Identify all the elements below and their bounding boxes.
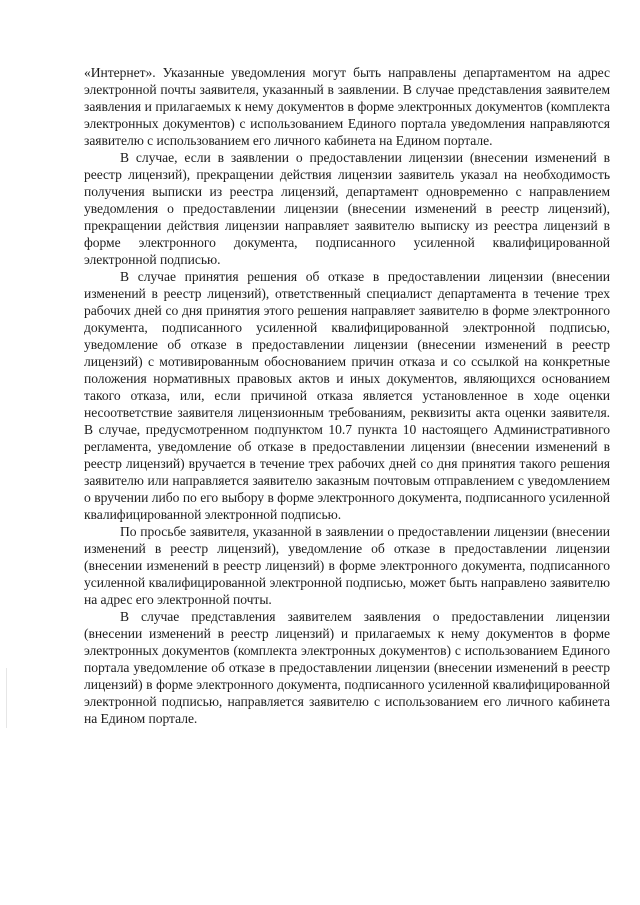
- paragraph-3: В случае принятия решения об отказе в предоставлении лицензии (внесении изменений в реестр лицензий), ответственный специалист департамента в течение трех рабочих дней со дня принятия этого решения направляет заявителю в форме электронного документа, подписанного усиленной квалифицированной электронной подписью, уведомление об отказе в предоставлении лицензии (внесении изменений в реестр лицензий) с мотивированным обоснованием причин отказа и со ссылкой на конкретные положения нормативных правовых актов и иных документов, являющихся основанием такого отказа, или, если причиной отказа является установленное в ходе оценки несоответствие заявителя лицензионным требованиям, реквизиты акта оценки заявителя. В случае, предусмотренном подпунктом 10.7 пункта 10 настоящего Административного регламента, уведомление об отказе в предоставлении лицензии (внесении изменений в реестр лицензий) вручается в течение трех рабочих дней со дня принятия такого решения заявителю или направляется заявителю заказным почтовым отправлением с уведомлением о вручении либо по его выбору в форме электронного документа, подписанного усиленной квалифицированной электронной подписью.: [84, 269, 610, 522]
- document-body: [84, 64, 610, 727]
- paragraph-5: В случае представления заявителем заявления о предоставлении лицензии (внесении изменений в реестр лицензий) и прилагаемых к нему документов в форме электронных документов (комплекта электронных документов) с использованием Единого портала уведомление об отказе в предоставлении лицензии (внесении изменений в реестр лицензий) в форме электронного документа, подписанного усиленной квалифицированной электронной подписью, направляется заявителю с использованием его личного кабинета на Едином портале.: [84, 609, 610, 726]
- paragraph-2: В случае, если в заявлении о предоставлении лицензии (внесении изменений в реестр лицензий), прекращении действия лицензии заявитель указал на необходимость получения выписки из реестра лицензий, департамент одновременно с направлением уведомления о предоставлении лицензии (внесении изменений в реестр лицензий), прекращении действия лицензии направляет заявителю выписку из реестра лицензий в форме электронного документа, подписанного усиленной квалифицированной электронной подписью.: [84, 150, 610, 267]
- paragraph-4: По просьбе заявителя, указанной в заявлении о предоставлении лицензии (внесении изменений в реестр лицензий), уведомление об отказе в предоставлении лицензии (внесении изменений в реестр лицензий) в форме электронного документа, подписанного усиленной квалифицированной электронной подписью, может быть направлено заявителю на адрес его электронной почты.: [84, 524, 610, 607]
- scan-margin-mark: [6, 668, 7, 728]
- paragraph-1: «Интернет». Указанные уведомления могут быть направлены департаментом на адрес электронной почты заявителя, указанный в заявлении. В случае представления заявителем заявления и прилагаемых к нему документов в форме электронных документов (комплекта электронных документов) с использованием Единого портала уведомления направляются заявителю с использованием его личного кабинета на Едином портале.: [84, 65, 610, 148]
